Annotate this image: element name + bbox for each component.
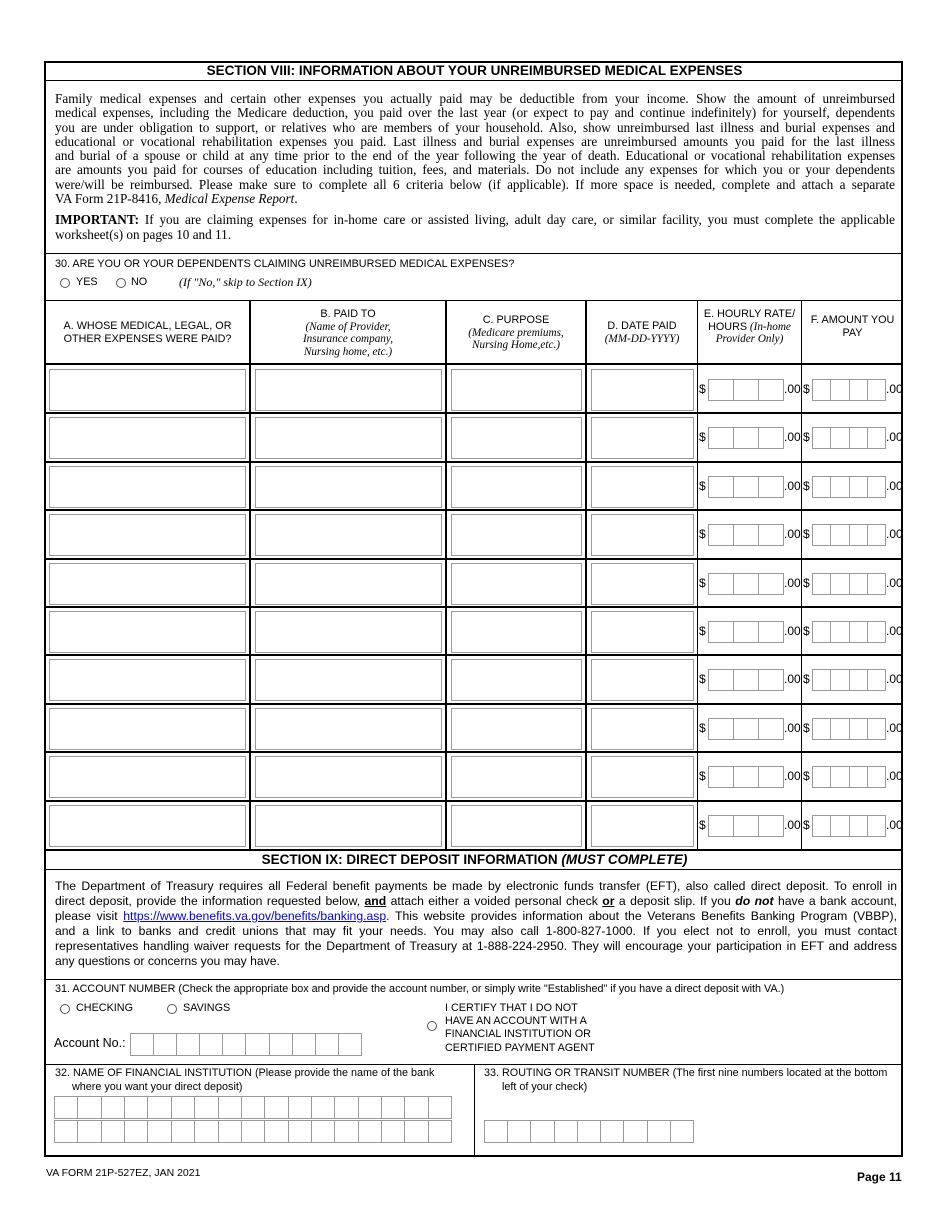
date-paid-input[interactable] — [591, 756, 694, 798]
question-32-label: 32. NAME OF FINANCIAL INSTITUTION (Please provide the name of the bank where you want your direct deposit) — [55, 1067, 435, 1093]
skip-note: (If "No," skip to Section IX) — [179, 275, 312, 289]
whose-expenses-input[interactable] — [49, 708, 246, 750]
row-divider — [45, 800, 903, 802]
dollar-sign: $ — [699, 769, 706, 784]
section-viii-title: SECTION VIII: INFORMATION ABOUT YOUR UNREIMBURSED MEDICAL EXPENSES — [206, 63, 743, 78]
amount-you-pay-input[interactable] — [812, 669, 886, 691]
paid-to-input[interactable] — [255, 805, 442, 847]
paid-to-input[interactable] — [255, 466, 442, 508]
dollar-sign: $ — [803, 527, 810, 542]
no-account-radio[interactable] — [427, 1021, 437, 1031]
cents-suffix: .00 — [886, 478, 903, 493]
date-paid-input[interactable] — [591, 466, 694, 508]
cents-suffix: .00 — [784, 430, 801, 445]
dollar-sign: $ — [699, 478, 706, 493]
column-divider — [249, 300, 251, 850]
deposit-line: and a link to banks and credit unions that may fit your needs. You may also call 1-800-827-1000. If you elect not to enroll, you must contact — [55, 924, 897, 938]
institution-name-input-line-2[interactable] — [54, 1120, 452, 1143]
intro-line-last: VA Form 21P-8416, Medical Expense Report. — [55, 191, 298, 207]
paid-to-input[interactable] — [255, 708, 442, 750]
amount-you-pay-input[interactable] — [812, 621, 886, 643]
dollar-sign: $ — [803, 769, 810, 784]
certify-statement: I CERTIFY THAT I DO NOT HAVE AN ACCOUNT WITH A FINANCIAL INSTITUTION OR CERTIFIED PAYMENT AGENT — [445, 1002, 595, 1054]
date-paid-input[interactable] — [591, 563, 694, 605]
deposit-line: The Department of Treasury requires all Federal benefit payments be made by electronic funds transfer (EFT), also called direct deposit. To enroll in — [55, 879, 897, 893]
row-divider — [45, 654, 903, 656]
row-divider — [45, 461, 903, 463]
date-paid-input[interactable] — [591, 659, 694, 701]
date-paid-input[interactable] — [591, 708, 694, 750]
deposit-line: representatives handling waiver requests for the Department of Treasury at 1-888-224-2950. They will encourage your participation in EFT and address — [55, 939, 897, 953]
cents-suffix: .00 — [784, 769, 801, 784]
purpose-input[interactable] — [451, 756, 582, 798]
paid-to-input[interactable] — [255, 756, 442, 798]
hourly-rate-input[interactable] — [708, 669, 784, 691]
hourly-rate-input[interactable] — [708, 621, 784, 643]
purpose-input[interactable] — [451, 466, 582, 508]
important-line-2: worksheet(s) on pages 10 and 11. — [55, 226, 232, 242]
purpose-input[interactable] — [451, 805, 582, 847]
intro-line: are amounts you paid for courses of education including tuition, fees, and materials. Do not include any expenses for which you or your dependents — [55, 162, 895, 178]
date-paid-input[interactable] — [591, 417, 694, 459]
whose-expenses-input[interactable] — [49, 514, 246, 556]
column-divider — [474, 1064, 475, 1157]
dollar-sign: $ — [803, 672, 810, 687]
row-divider — [45, 412, 903, 414]
column-d-header: D. DATE PAID (MM-DD-YYYY) — [604, 320, 680, 345]
dollar-sign: $ — [699, 575, 706, 590]
no-radio[interactable] — [116, 278, 126, 288]
column-c-header: C. PURPOSE (Medicare premiums, Nursing Home,etc.) — [468, 314, 564, 351]
date-paid-input[interactable] — [591, 369, 694, 411]
section-viii-intro — [55, 92, 895, 242]
column-divider — [445, 300, 447, 850]
dollar-sign: $ — [699, 817, 706, 832]
hourly-rate-input[interactable] — [708, 766, 784, 788]
amount-you-pay-input[interactable] — [812, 427, 886, 449]
cents-suffix: .00 — [784, 624, 801, 638]
hourly-rate-input[interactable] — [708, 524, 784, 546]
hourly-rate-input[interactable] — [708, 427, 784, 449]
dollar-sign: $ — [699, 720, 706, 735]
cents-suffix: .00 — [784, 672, 801, 687]
dollar-sign: $ — [803, 382, 810, 396]
cents-suffix: .00 — [886, 575, 903, 590]
deposit-line: direct deposit, provide the information requested below, and attach either a voided personal check or a deposit slip. If you do not have a bank account, — [55, 894, 897, 908]
page-number: Page 11 — [857, 1170, 902, 1184]
cents-suffix: .00 — [886, 382, 903, 396]
amount-you-pay-input[interactable] — [812, 573, 886, 595]
date-paid-input[interactable] — [591, 514, 694, 556]
hourly-rate-input[interactable] — [708, 379, 784, 401]
purpose-input[interactable] — [451, 514, 582, 556]
intro-line: medical expenses, including the Medicare deduction, you paid over the last year (or expect to pay and continue indefinitely) for yourself, dependents — [55, 105, 895, 121]
paid-to-input[interactable] — [255, 417, 442, 459]
divider — [45, 253, 903, 254]
whose-expenses-input[interactable] — [49, 563, 246, 605]
divider — [45, 979, 903, 980]
banking-link[interactable]: https://www.benefits.va.gov/benefits/banking.asp — [123, 909, 387, 923]
paid-to-input[interactable] — [255, 514, 442, 556]
section-ix-title: SECTION IX: DIRECT DEPOSIT INFORMATION (MUST COMPLETE) — [261, 852, 688, 867]
question-31-label: 31. ACCOUNT NUMBER (Check the appropriate box and provide the account number, or simply write "Established" if you have a direct deposit with VA.) — [55, 983, 785, 995]
dollar-sign: $ — [803, 430, 810, 445]
whose-expenses-input[interactable] — [49, 659, 246, 701]
deposit-line: please visit https://www.benefits.va.gov/benefits/banking.asp. This website provides information about the Veterans Benefits Banking Program (VBBP), — [55, 909, 897, 923]
cents-suffix: .00 — [886, 672, 903, 687]
paid-to-input[interactable] — [255, 659, 442, 701]
whose-expenses-input[interactable] — [49, 369, 246, 411]
cents-suffix: .00 — [886, 624, 903, 638]
yes-label: YES — [76, 276, 98, 288]
table-header-divider — [45, 363, 903, 365]
amount-you-pay-input[interactable] — [812, 476, 886, 498]
savings-label: SAVINGS — [183, 1002, 231, 1014]
cents-suffix: .00 — [886, 817, 903, 832]
row-divider — [45, 751, 903, 753]
cents-suffix: .00 — [784, 720, 801, 735]
cents-suffix: .00 — [784, 575, 801, 590]
purpose-input[interactable] — [451, 659, 582, 701]
purpose-input[interactable] — [451, 417, 582, 459]
paid-to-input[interactable] — [255, 611, 442, 653]
intro-line: you are under obligation to support, or relatives who are members of your household. Also, show unreimbursed last illness and burial expenses and — [55, 119, 895, 135]
divider — [45, 869, 903, 870]
hourly-rate-input[interactable] — [708, 815, 784, 837]
checking-radio[interactable] — [60, 1004, 70, 1014]
column-divider — [585, 300, 587, 850]
dollar-sign: $ — [699, 672, 706, 687]
cents-suffix: .00 — [886, 769, 903, 784]
yes-radio[interactable] — [60, 278, 70, 288]
divider — [45, 300, 903, 301]
dollar-sign: $ — [699, 527, 706, 542]
checking-label: CHECKING — [76, 1002, 133, 1014]
column-divider — [801, 300, 802, 850]
paid-to-input[interactable] — [255, 369, 442, 411]
column-divider — [697, 300, 698, 850]
hourly-rate-input[interactable] — [708, 573, 784, 595]
cents-suffix: .00 — [784, 382, 801, 396]
dollar-sign: $ — [699, 430, 706, 445]
row-divider — [45, 558, 903, 560]
dollar-sign: $ — [803, 720, 810, 735]
whose-expenses-input[interactable] — [49, 611, 246, 653]
dollar-sign: $ — [699, 624, 706, 638]
hourly-rate-input[interactable] — [708, 476, 784, 498]
dollar-sign: $ — [803, 624, 810, 638]
column-e-header: E. HOURLY RATE/ HOURS (In-home Provider Only) — [703, 308, 796, 345]
section-ix-intro — [55, 879, 897, 969]
amount-you-pay-input[interactable] — [812, 815, 886, 837]
amount-you-pay-input[interactable] — [812, 718, 886, 740]
amount-you-pay-input[interactable] — [812, 524, 886, 546]
cents-suffix: .00 — [784, 527, 801, 542]
purpose-input[interactable] — [451, 708, 582, 750]
no-label: NO — [131, 276, 148, 288]
savings-radio[interactable] — [167, 1004, 177, 1014]
amount-you-pay-input[interactable] — [812, 379, 886, 401]
intro-line: educational or vocational rehabilitation expenses you paid. Last illness and burial expenses are unreimbursed amounts you paid for the last illness — [55, 133, 895, 149]
institution-name-input-line-1[interactable] — [54, 1096, 452, 1119]
whose-expenses-input[interactable] — [49, 466, 246, 508]
divider — [45, 80, 903, 81]
whose-expenses-input[interactable] — [49, 756, 246, 798]
purpose-input[interactable] — [451, 369, 582, 411]
intro-line: were/will be reimbursed. Please make sure to complete all 6 criteria below (if applicable). If more space is needed, complete and attach a separate — [55, 176, 895, 192]
important-line: IMPORTANT: If you are claiming expenses for in-home care or assisted living, adult day care, or similar facility, you must complete the applicable — [55, 212, 895, 228]
dollar-sign: $ — [699, 382, 706, 396]
purpose-input[interactable] — [451, 563, 582, 605]
whose-expenses-input[interactable] — [49, 805, 246, 847]
divider — [45, 849, 903, 851]
question-30-label: 30. ARE YOU OR YOUR DEPENDENTS CLAIMING UNREIMBURSED MEDICAL EXPENSES? — [55, 258, 515, 270]
routing-number-input[interactable] — [484, 1120, 694, 1143]
date-paid-input[interactable] — [591, 611, 694, 653]
cents-suffix: .00 — [886, 720, 903, 735]
form-id: VA FORM 21P-527EZ, JAN 2021 — [46, 1167, 201, 1179]
dollar-sign: $ — [803, 575, 810, 590]
dollar-sign: $ — [803, 817, 810, 832]
column-a-header: A. WHOSE MEDICAL, LEGAL, OR OTHER EXPENSES WERE PAID? — [63, 320, 232, 345]
dollar-sign: $ — [803, 478, 810, 493]
intro-line: and burial of a spouse or child at any time prior to the end of the year following the year of death. Educational or vocational rehabilitation expenses — [55, 148, 895, 164]
column-f-header: F. AMOUNT YOU PAY — [810, 314, 895, 339]
paid-to-input[interactable] — [255, 563, 442, 605]
row-divider — [45, 509, 903, 511]
deposit-line: any questions or concerns you may have. — [55, 954, 280, 968]
cents-suffix: .00 — [886, 527, 903, 542]
row-divider — [45, 703, 903, 705]
hourly-rate-input[interactable] — [708, 718, 784, 740]
cents-suffix: .00 — [784, 817, 801, 832]
date-paid-input[interactable] — [591, 805, 694, 847]
question-33-label: 33. ROUTING OR TRANSIT NUMBER (The first nine numbers located at the bottom left of your check) — [484, 1067, 888, 1093]
purpose-input[interactable] — [451, 611, 582, 653]
amount-you-pay-input[interactable] — [812, 766, 886, 788]
whose-expenses-input[interactable] — [49, 417, 246, 459]
cents-suffix: .00 — [784, 478, 801, 493]
column-b-header: B. PAID TO (Name of Provider, Insurance company, Nursing home, etc.) — [302, 308, 394, 358]
row-divider — [45, 606, 903, 608]
account-no-label: Account No.: — [54, 1036, 126, 1050]
account-number-input[interactable] — [130, 1033, 362, 1056]
intro-line: Family medical expenses and certain other expenses you actually paid may be deductible from your income. Show the amount of unreimbursed — [55, 91, 895, 106]
cents-suffix: .00 — [886, 430, 903, 445]
